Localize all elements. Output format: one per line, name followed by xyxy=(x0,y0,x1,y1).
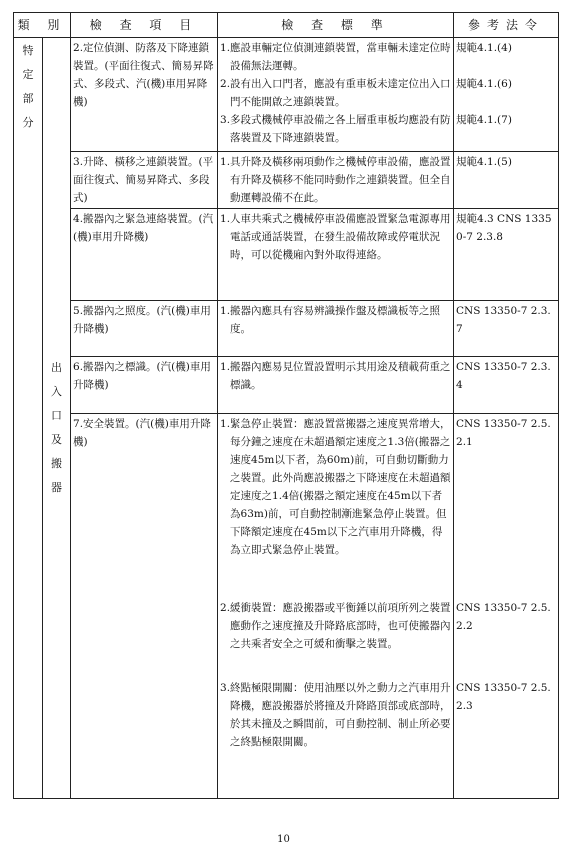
reference-text: CNS 13350-7 2.3.7 xyxy=(456,305,551,335)
standard-entry xyxy=(220,302,451,338)
standard-text: 人車共乘式之機械停車設備應設置緊急電源專用電話或通話裝置，在發生設備故障或停電狀況時，可以從機廂內對外取得連絡。 xyxy=(230,213,451,261)
inspection-table xyxy=(13,12,559,799)
standard-number: 1. xyxy=(220,418,231,430)
standard-number: 1. xyxy=(220,361,231,373)
standard-entry xyxy=(220,75,451,111)
standard-list xyxy=(220,415,451,751)
header-reference-law: 參考法令 xyxy=(454,13,559,38)
item-cell xyxy=(71,152,218,209)
category-sub-cell xyxy=(43,38,71,799)
standard-entry xyxy=(220,599,451,679)
reference-text: 規範4.1.(6) xyxy=(456,78,512,90)
standard-entry xyxy=(220,153,451,207)
page-number: 10 xyxy=(277,834,290,845)
standard-list xyxy=(220,153,451,207)
reference-text: CNS 13350-7 2.3.4 xyxy=(456,361,551,391)
table-body xyxy=(14,38,559,799)
reference-text: 規範4.3 CNS 13350-7 2.3.8 xyxy=(456,213,552,243)
standard-cell xyxy=(218,152,454,209)
standard-number: 3. xyxy=(220,114,231,126)
standard-number: 1. xyxy=(220,305,231,317)
standard-cell xyxy=(218,301,454,357)
table-row xyxy=(14,152,559,209)
standard-list xyxy=(220,358,451,394)
standard-cell xyxy=(218,209,454,301)
standard-number: 2. xyxy=(220,78,231,90)
standard-list xyxy=(220,39,451,147)
table-row xyxy=(14,357,559,414)
standard-list xyxy=(220,210,451,264)
standard-text: 搬器內應具有容易辨識操作盤及標識板等之照度。 xyxy=(230,305,441,335)
standard-entry xyxy=(220,39,451,75)
reference-cell xyxy=(454,414,559,799)
item-text: 4.搬器內之緊急連絡裝置。(汽(機)車用升降機) xyxy=(73,213,214,243)
standard-text: 緊急停止裝置：應設置當搬器之速度異常增大，每分鐘之速度在未超過額定速度之1.3倍(搬器之速度45m以下者，為60m)前，可自動切斷動力之裝置。此外尚應設搬器之下降速度在未超過額定速度之1.4倍(搬器之額定速度在45m以下者為63m)前，可自動控制漸進緊急停止裝置。但下降額定速度在45m以下之汽車用升降機，得為立即式緊急停止裝置。 xyxy=(230,418,451,556)
reference-cell xyxy=(454,152,559,209)
reference-text: CNS 13350-7 2.5.2.1 xyxy=(456,418,551,448)
standard-text: 設有出入口門者，應設有重車板未達定位出入口門不能開啟之連鎖裝置。 xyxy=(230,78,451,108)
table-row xyxy=(14,414,559,799)
reference-cell xyxy=(454,357,559,414)
standard-entry xyxy=(220,415,451,599)
item-cell xyxy=(71,38,218,152)
item-cell xyxy=(71,301,218,357)
table-header-row xyxy=(14,13,559,38)
standard-entry xyxy=(220,210,451,264)
reference-text: CNS 13350-7 2.5.2.2 xyxy=(456,602,551,632)
reference-cell xyxy=(454,38,559,152)
standard-cell xyxy=(218,38,454,152)
reference-cell xyxy=(454,301,559,357)
item-cell xyxy=(71,414,218,799)
standard-text: 搬器內應易見位置設置明示其用途及積載荷重之標識。 xyxy=(230,361,451,391)
header-inspection-standard: 檢 查 標 準 xyxy=(218,13,454,38)
item-text: 5.搬器內之照度。(汽(機)車用升降機) xyxy=(73,305,211,335)
standard-text: 終點極限開關：使用油壓以外之動力之汽車用升降機，應設搬器於將撞及升降路頂部或底部時，於其未撞及之瞬間前，可自動控制、制止所必要之終點極限開關。 xyxy=(230,682,451,748)
standard-number: 3. xyxy=(220,682,231,694)
standard-text: 多段式機械停車設備之各上層重車板均應設有防落裝置及下降連鎖裝置。 xyxy=(230,114,451,144)
standard-entry xyxy=(220,358,451,394)
reference-text: 規範4.1.(7) xyxy=(456,114,512,126)
standard-number: 1. xyxy=(220,42,231,54)
standard-list xyxy=(220,302,451,338)
header-inspection-item: 檢 查 項 目 xyxy=(71,13,218,38)
category-main-label: 特定部分 xyxy=(22,44,34,129)
header-category: 類 別 xyxy=(14,13,71,38)
standard-text: 具升降及橫移兩項動作之機械停車設備，應設置有升降及橫移不能同時動作之連鎖裝置。但全自動運轉設備不在此。 xyxy=(230,156,451,204)
standard-cell xyxy=(218,357,454,414)
standard-text: 應設車輛定位偵測連鎖裝置，當車輛未達定位時設備無法運轉。 xyxy=(230,42,451,72)
reference-text: 規範4.1.(5) xyxy=(456,156,512,168)
item-text: 7.安全裝置。(汽(機)車用升降機) xyxy=(73,418,211,448)
reference-text: CNS 13350-7 2.5.2.3 xyxy=(456,682,551,712)
table-row xyxy=(14,38,559,152)
standard-entry xyxy=(220,679,451,751)
item-text: 3.升降、橫移之連鎖裝置。(平面往復式、簡易昇降式、多段式) xyxy=(73,156,214,204)
item-text: 6.搬器內之標識。(汽(機)車用升降機) xyxy=(73,361,211,391)
reference-text: 規範4.1.(4) xyxy=(456,42,512,54)
category-main-cell xyxy=(14,38,43,799)
standard-cell xyxy=(218,414,454,799)
standard-number: 2. xyxy=(220,602,231,614)
item-text: 2.定位偵測、防落及下降連鎖裝置。(平面往復式、簡易昇降式、多段式、汽(機)車用昇降機) xyxy=(73,42,214,108)
standard-number: 1. xyxy=(220,213,231,225)
category-sub-label: 出入口及搬器 xyxy=(51,361,62,494)
table-row xyxy=(14,209,559,301)
standard-number: 1. xyxy=(220,156,231,168)
table-row xyxy=(14,301,559,357)
reference-cell xyxy=(454,209,559,301)
item-cell xyxy=(71,209,218,301)
standard-text: 緩衝裝置：應設搬器或平衡錘以前項所列之裝置應動作之速度撞及升降路底部時，也可使搬器內之共乘者安全之可緩和衝擊之裝置。 xyxy=(230,602,451,650)
standard-entry xyxy=(220,111,451,147)
item-cell xyxy=(71,357,218,414)
